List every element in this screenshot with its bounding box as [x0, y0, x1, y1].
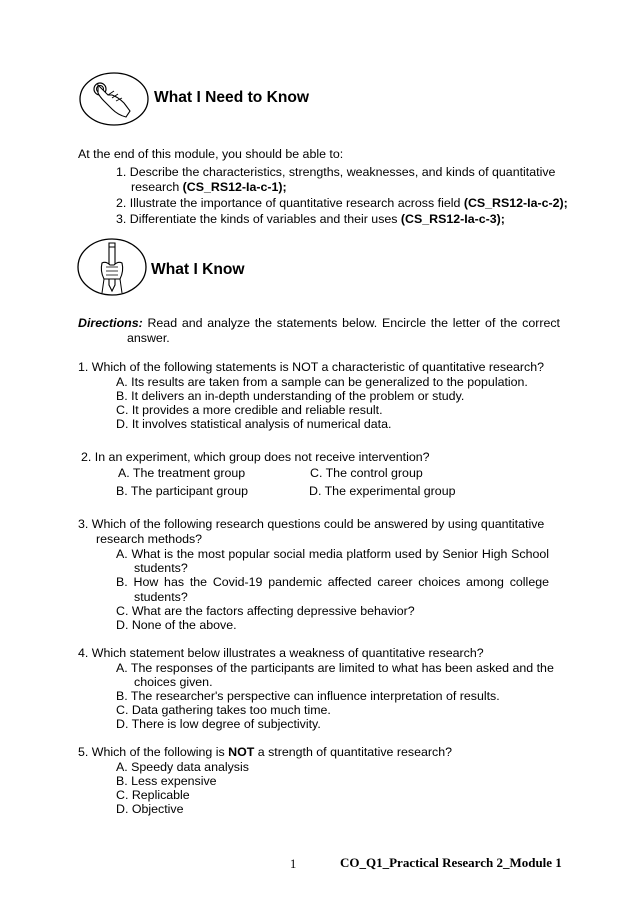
q5-stem-emphasis: NOT: [228, 745, 255, 759]
objective-3-code: (CS_RS12-Ia-c-3);: [400, 212, 505, 226]
q5-stem: [78, 745, 452, 760]
objective-1-text: research: [131, 180, 183, 194]
q3-stem-line1: 3. Which of the following research questions could be answered by using quantitative: [78, 517, 545, 531]
q3-option-b-line1: B. How has the Covid-19 pandemic affected career choices among college: [116, 575, 549, 589]
q5-option-b: B. Less expensive: [116, 774, 217, 788]
q5-stem-pre: 5. Which of the following is: [78, 745, 229, 759]
hand-pencil-icon: [76, 237, 148, 299]
q1-option-b: B. It delivers an in-depth understanding of the problem or study.: [116, 389, 465, 403]
q2-stem: 2. In an experiment, which group does not receive intervention?: [81, 450, 430, 464]
q5-option-c: C. Replicable: [116, 788, 190, 802]
section-title-what-i-know: What I Know: [151, 261, 245, 278]
objective-3-text: 3. Differentiate the kinds of variables and their uses: [116, 212, 401, 226]
directions-line1: [78, 316, 560, 331]
q1-stem: 1. Which of the following statements is NOT a characteristic of quantitative research?: [78, 360, 545, 374]
objective-1-line1: 1. Describe the characteristics, strengths, weaknesses, and kinds of quantitative: [116, 165, 556, 179]
q4-option-c: C. Data gathering takes too much time.: [116, 703, 331, 717]
intro-text: At the end of this module, you should be able to:: [78, 147, 344, 161]
objective-2-code: (CS_RS12-Ia-c-2);: [463, 196, 568, 210]
directions-text: Read and analyze the statements below. Encircle the letter of the correct: [142, 316, 560, 330]
hand-pointing-icon: [78, 71, 150, 127]
q1-option-c: C. It provides a more credible and reliable result.: [116, 403, 383, 417]
q2-option-c: C. The control group: [310, 466, 423, 480]
directions-line2: answer.: [127, 331, 170, 345]
module-code: CO_Q1_Practical Research 2_Module 1: [340, 855, 562, 870]
q3-option-a-line2: students?: [134, 561, 188, 575]
objective-3: [116, 212, 505, 227]
q2-option-d: D. The experimental group: [309, 484, 456, 498]
q3-option-a-line1: A. What is the most popular social media platform used by Senior High School: [116, 547, 549, 561]
q4-option-d: D. There is low degree of subjectivity.: [116, 717, 321, 731]
q2-option-b: B. The participant group: [116, 484, 249, 498]
q5-option-d: D. Objective: [116, 802, 184, 816]
q4-option-a-line1: A. The responses of the participants are limited to what has been asked and the: [116, 661, 554, 675]
q4-stem: 4. Which statement below illustrates a weakness of quantitative research?: [78, 646, 484, 660]
page-number: 1: [290, 857, 297, 871]
q5-option-a: A. Speedy data analysis: [116, 760, 249, 774]
q3-option-c: C. What are the factors affecting depressive behavior?: [116, 604, 415, 618]
objective-2: [116, 196, 568, 211]
objective-2-text: 2. Illustrate the importance of quantitative research across field: [116, 196, 464, 210]
q5-stem-post: a strength of quantitative research?: [254, 745, 452, 759]
q4-option-a-line2: choices given.: [134, 675, 213, 689]
q3-option-d: D. None of the above.: [116, 618, 237, 632]
q2-option-a: A. The treatment group: [118, 466, 246, 480]
q1-option-a: A. Its results are taken from a sample can be generalized to the population.: [116, 375, 528, 389]
q1-option-d: D. It involves statistical analysis of numerical data.: [116, 417, 392, 431]
q3-stem-line2: research methods?: [96, 532, 203, 546]
objective-1-line2: [131, 180, 287, 195]
directions-label: Directions:: [78, 316, 143, 330]
objective-1-code: (CS_RS12-Ia-c-1);: [182, 180, 287, 194]
section-title-what-i-need-to-know: What I Need to Know: [154, 89, 310, 106]
q3-option-b-line2: students?: [134, 590, 188, 604]
q4-option-b: B. The researcher's perspective can influence interpretation of results.: [116, 689, 500, 703]
